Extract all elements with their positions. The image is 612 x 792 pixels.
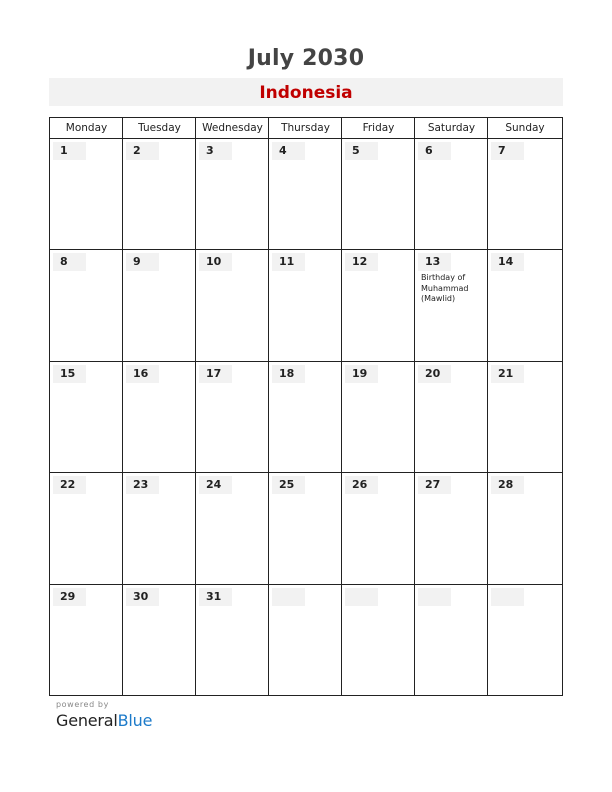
week-row xyxy=(50,362,562,473)
day-number: 14 xyxy=(498,255,514,269)
day-number: 13 xyxy=(425,255,441,269)
weekday-header-row xyxy=(50,118,562,139)
day-number: 31 xyxy=(206,589,222,603)
day-cell[interactable] xyxy=(269,139,342,249)
day-cell[interactable] xyxy=(415,585,488,696)
holiday-label: Birthday of Muhammad (Mawlid) xyxy=(421,273,469,304)
day-number: 2 xyxy=(133,144,141,157)
country-banner xyxy=(49,78,563,106)
day-number-box xyxy=(345,142,378,160)
day-number-box xyxy=(345,588,378,606)
day-cell[interactable] xyxy=(488,250,562,360)
day-cell[interactable] xyxy=(123,362,196,472)
day-number: 9 xyxy=(133,255,141,269)
day-cell[interactable] xyxy=(488,139,562,249)
day-cell[interactable] xyxy=(488,362,562,472)
day-cell[interactable] xyxy=(123,585,196,696)
day-number: 15 xyxy=(60,366,76,380)
generalblue-logo[interactable] xyxy=(56,711,152,730)
day-cell[interactable] xyxy=(342,585,415,696)
day-number: 12 xyxy=(352,255,368,269)
day-number-box xyxy=(53,253,86,271)
day-number-box xyxy=(126,253,159,271)
day-cell[interactable] xyxy=(342,250,415,360)
day-number-box xyxy=(418,142,451,160)
country-name: Indonesia xyxy=(259,83,353,103)
weekday-tuesday: Tuesday xyxy=(138,122,181,134)
day-cell[interactable] xyxy=(342,362,415,472)
day-cell[interactable] xyxy=(269,585,342,696)
day-number-box xyxy=(491,142,524,160)
week-row xyxy=(50,473,562,584)
week-row xyxy=(50,250,562,361)
day-cell[interactable] xyxy=(415,473,488,583)
day-cell[interactable] xyxy=(488,585,562,696)
column-divider xyxy=(414,118,415,695)
day-number-box xyxy=(491,588,524,606)
day-cell[interactable] xyxy=(488,473,562,583)
column-divider xyxy=(487,118,488,695)
brand-general: General xyxy=(56,711,118,730)
day-cell[interactable] xyxy=(196,585,269,696)
day-number-box xyxy=(53,142,86,160)
day-number: 22 xyxy=(60,478,76,492)
powered-by-text: powered by xyxy=(56,700,109,709)
day-cell[interactable] xyxy=(50,139,123,249)
day-number: 24 xyxy=(206,478,222,492)
day-number: 27 xyxy=(425,478,441,492)
day-number: 26 xyxy=(352,478,368,492)
day-cell[interactable] xyxy=(196,250,269,360)
day-number: 7 xyxy=(498,144,506,157)
day-cell[interactable] xyxy=(342,139,415,249)
weekday-monday: Monday xyxy=(65,122,108,134)
day-number: 28 xyxy=(498,478,514,492)
day-cell[interactable] xyxy=(415,139,488,249)
weekday-saturday: Saturday xyxy=(427,122,476,134)
day-number: 16 xyxy=(133,366,149,380)
day-cell[interactable] xyxy=(196,139,269,249)
day-number-box xyxy=(272,142,305,160)
day-number: 17 xyxy=(206,366,222,380)
day-cell[interactable] xyxy=(196,473,269,583)
column-divider xyxy=(268,118,269,695)
day-number-box xyxy=(126,142,159,160)
day-cell[interactable] xyxy=(123,250,196,360)
day-cell[interactable] xyxy=(123,473,196,583)
brand-blue: Blue xyxy=(117,711,153,730)
calendar-grid xyxy=(49,117,563,696)
day-number: 20 xyxy=(425,366,441,380)
weekday-friday: Friday xyxy=(362,122,395,134)
day-number: 18 xyxy=(279,366,295,380)
weekday-wednesday: Wednesday xyxy=(202,122,263,134)
day-number: 19 xyxy=(352,366,368,380)
day-number: 8 xyxy=(60,255,68,269)
day-number: 29 xyxy=(60,589,76,603)
day-cell[interactable] xyxy=(415,250,488,360)
day-number: 11 xyxy=(279,255,295,269)
day-cell[interactable] xyxy=(269,362,342,472)
column-divider xyxy=(341,118,342,695)
day-number: 6 xyxy=(425,144,433,157)
day-cell[interactable] xyxy=(342,473,415,583)
day-number: 5 xyxy=(352,144,360,157)
day-number: 4 xyxy=(279,144,287,157)
day-number: 25 xyxy=(279,478,295,492)
day-number-box xyxy=(199,142,232,160)
day-number: 30 xyxy=(133,589,149,603)
day-cell[interactable] xyxy=(123,139,196,249)
day-cell[interactable] xyxy=(269,250,342,360)
day-number: 10 xyxy=(206,255,222,269)
weekday-sunday: Sunday xyxy=(505,122,545,134)
day-cell[interactable] xyxy=(196,362,269,472)
day-cell[interactable] xyxy=(50,362,123,472)
day-cell[interactable] xyxy=(50,473,123,583)
column-divider xyxy=(195,118,196,695)
weekday-thursday: Thursday xyxy=(281,122,330,134)
day-cell[interactable] xyxy=(415,362,488,472)
day-cell[interactable] xyxy=(50,250,123,360)
column-divider xyxy=(122,118,123,695)
week-row xyxy=(50,585,562,696)
footer xyxy=(56,700,152,730)
day-number: 21 xyxy=(498,366,514,380)
week-row xyxy=(50,139,562,250)
day-number: 23 xyxy=(133,478,149,492)
day-number: 3 xyxy=(206,144,214,157)
day-cell[interactable] xyxy=(269,473,342,583)
day-number: 1 xyxy=(60,144,68,157)
day-number-box xyxy=(272,588,305,606)
day-cell[interactable] xyxy=(50,585,123,696)
calendar-title: July 2030 xyxy=(247,46,365,71)
day-number-box xyxy=(418,588,451,606)
